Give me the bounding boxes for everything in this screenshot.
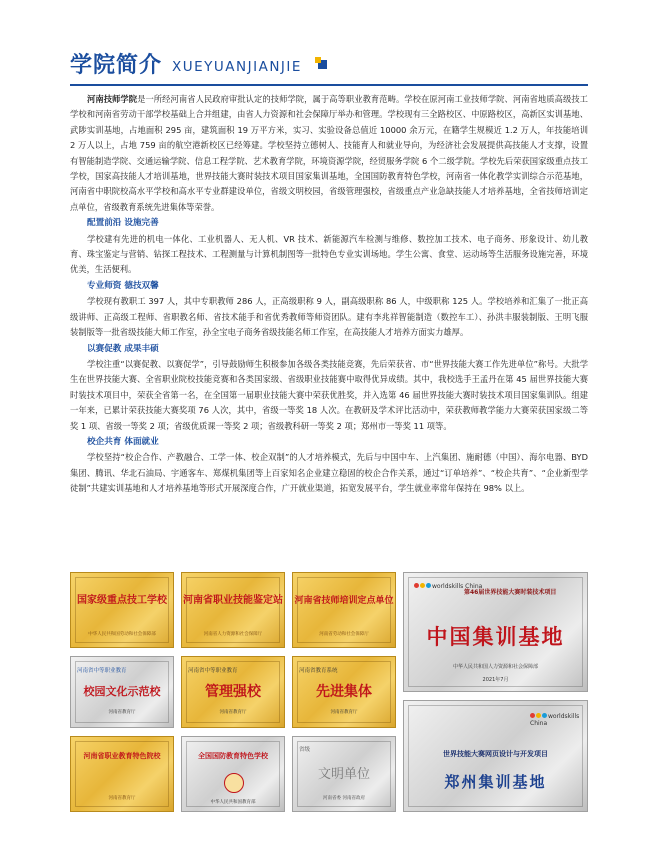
intro-lead: 河南技师学院 bbox=[87, 94, 138, 104]
plaque-header: 河南省中等职业教育 bbox=[77, 668, 127, 674]
plaque-national-key-school bbox=[70, 572, 174, 648]
plaque-header: 第46届世界技能大赛时装技术项目 bbox=[464, 589, 557, 596]
section-heading: 专业师资 德技双馨 bbox=[87, 280, 159, 291]
national-emblem-icon bbox=[224, 773, 244, 793]
title-divider bbox=[70, 84, 588, 86]
intro-paragraph bbox=[70, 92, 588, 215]
page-header bbox=[70, 52, 590, 82]
plaque-header: 河南省教育系统 bbox=[299, 668, 338, 674]
plaque-header: 世界技能大赛网页设计与开发项目 bbox=[443, 750, 548, 758]
plaque-issuer: 河南省人力资源和社会保障厅 bbox=[203, 632, 263, 637]
plaque-issuer: 河南省教育厅 bbox=[219, 710, 247, 715]
plaque-issuer: 中华人民共和国人力资源和社会保障部 bbox=[452, 664, 538, 670]
plaque-main: 中国集训基地 bbox=[426, 625, 565, 649]
plaque-main: 管理强校 bbox=[205, 684, 261, 700]
plaque-management-strong bbox=[181, 656, 285, 728]
plaque-skill-appraisal-station bbox=[181, 572, 285, 648]
plaque-advanced-collective bbox=[292, 656, 396, 728]
plaque-header: 省级 bbox=[299, 747, 311, 753]
plaque-issuer: 河南省教育厅 bbox=[330, 710, 358, 715]
plaque-civilized-unit bbox=[292, 736, 396, 812]
plaque-campus-culture bbox=[70, 656, 174, 728]
plaque-national-defense bbox=[181, 736, 285, 812]
plaque-main: 文明单位 bbox=[317, 767, 370, 782]
worldskills-logo: worldskills China bbox=[530, 713, 580, 727]
honor-plaques bbox=[70, 572, 588, 812]
worldskills-logo: worldskills China bbox=[414, 583, 482, 590]
plaque-issuer: 河南省劳动和社会保障厅 bbox=[319, 632, 369, 637]
plaque-vocational-featured bbox=[70, 736, 174, 812]
plaque-main: 全国国防教育特色学校 bbox=[198, 752, 268, 760]
section-heading: 校企共育 体面就业 bbox=[87, 436, 159, 447]
section-paragraph: 学校注重“以赛促教、以赛促学”，引导鼓励师生积极参加各级各类技能竞赛，先后荣获省、市“世界技能大赛工作先进单位”称号。大批学生在世界技能大赛、全省职业院校技能竞赛和各类国家级、省级职业技能赛中取得优异成绩。其中，我校选手王孟丹在第 45 届世界技能大赛时装技术项目中，荣获全省第一名，在全国第一届职业技能大赛中荣获优胜奖，并入选第 46 届世界技能大赛时装技术项目国家集训队。组建一年来，已累计荣获技能大赛奖项 76 人次，其中，省级一等奖 18 人次。在教研及学术评比活动中，荣获教师教学能力大赛荣获国家级二等奖 1 项、省级一等奖 2 项；省级优质课一等奖 2 项；省级教科研一等奖 2 项；郑州市一等奖 11 项等。 bbox=[70, 358, 588, 431]
plaque-date: 2021年7月 bbox=[482, 677, 509, 683]
plaque-worldskills-china-base bbox=[403, 572, 588, 692]
page-subtitle: XUEYUANJIANJIE bbox=[172, 59, 302, 75]
section-heading: 以赛促教 成果丰硕 bbox=[87, 343, 159, 354]
plaque-title: 河南省职业技能鉴定站 bbox=[183, 595, 283, 606]
plaque-title: 河南省技师培训定点单位 bbox=[294, 596, 394, 606]
section-paragraph: 学校建有先进的机电一体化、工业机器人、无人机、VR 技术、新能源汽车检测与维修、数控加工技术、电子商务、形象设计、幼儿教育、珠宝鉴定与营销、钻探工程技术、工程测量与计算机制图等一批特色专业实训场地。学生公寓、食堂、运动场等生活服务设施完善，环境优美，生活便利。 bbox=[70, 233, 588, 275]
plaque-header: 河南省中等职业教育 bbox=[188, 668, 238, 674]
section-heading: 配置前沿 设施完善 bbox=[87, 218, 159, 229]
plaque-technician-training-unit bbox=[292, 572, 396, 648]
article-body bbox=[70, 92, 588, 497]
plaque-main: 先进集体 bbox=[316, 684, 372, 700]
plaque-zhengzhou-base bbox=[403, 700, 588, 812]
plaque-main: 郑州集训基地 bbox=[444, 773, 547, 791]
plaque-issuer: 河南省委 河南省政府 bbox=[323, 796, 365, 801]
plaque-issuer: 河南省教育厅 bbox=[108, 710, 136, 715]
title-square-icon bbox=[315, 57, 327, 69]
plaque-main: 河南省职业教育特色院校 bbox=[83, 752, 161, 760]
section-paragraph: 学校现有教职工 397 人，其中专职教师 286 人，正高级职称 9 人，副高级职称 86 人，中级职称 125 人。学校培养和汇集了一批正高级讲师、正高级工程师、省职教名师、省技术能手和省优秀教师等师资团队。建有李兆祥智能制造（数控车工）、孙洪丰服装制版、王明飞服装制版等一批省级技能大师工作室，孙全宝电子商务省级技能名师工作室，在高技能人才培养方面实力雄厚。 bbox=[70, 296, 588, 338]
plaque-main: 校园文化示范校 bbox=[83, 685, 161, 698]
plaque-issuer: 河南省教育厅 bbox=[108, 796, 136, 801]
page-title: 学院简介 bbox=[70, 53, 163, 78]
plaque-title: 国家级重点技工学校 bbox=[77, 595, 167, 606]
plaque-issuer: 中华人民共和国劳动和社会保障部 bbox=[88, 632, 156, 637]
plaque-issuer: 中华人民共和国教育部 bbox=[210, 800, 256, 805]
intro-text: 是一所经河南省人民政府审批认定的技师学院，属于高等职业教育范畴。学校在原河南工业技师学院、河南省地质高级技工学校和河南省劳动干部学校基础上合并组建，由省人力资源和社会保障厅举办和管理。学校现有三全路校区、中原路校区，高新区实训基地、武陟实训基地，占地面积 295 亩，建筑面积 19 万平方米，实习、实验设备总值近 10000 余万元，在籍学生规模近 1.2 万人，年技能培训 2 万人以上，占地 759 亩的航空港新校区已经筹建。学校坚持立德树人、技能育人和就业导向，为经济社会发展提供高技能人才支撑，设置有智能制造学院、交通运输学院、信息工程学院、艺术教育学院，环境资源学院，经贸服务学院 6 个二级学院。学校先后荣获国家级重点技工学校，国家高技能人才培训基地，世界技能大赛时装技术项目国家集训基地，全国国防教育特色学校，河南省一体化教学实训综合示范基地，河南省中职院校高水平学校和高水平专业群建设单位，省级文明校园，省级管理强校，省级重点产业急缺技能人才培养基地，全省技师培训定点单位，省级教育系统先进集体等荣誉。 bbox=[70, 94, 588, 212]
section-paragraph: 学校坚持“校企合作、产教融合、工学一体、校企双制”的人才培养模式，先后与中国中车、上汽集团、施耐德（中国）、海尔电器、BYD 集团、腾讯、华北石油局、宇通客车、郑煤机集团等上百家知名企业建立稳固的校企合作关系，通过“订单培养”、“校企共育”、“企业新型学徒制”共建实训基地和人才培养基地等形式开展深度合作，广开就业渠道，拓宽发展平台，学生就业率常年保持在 98% 以上。 bbox=[70, 452, 588, 494]
